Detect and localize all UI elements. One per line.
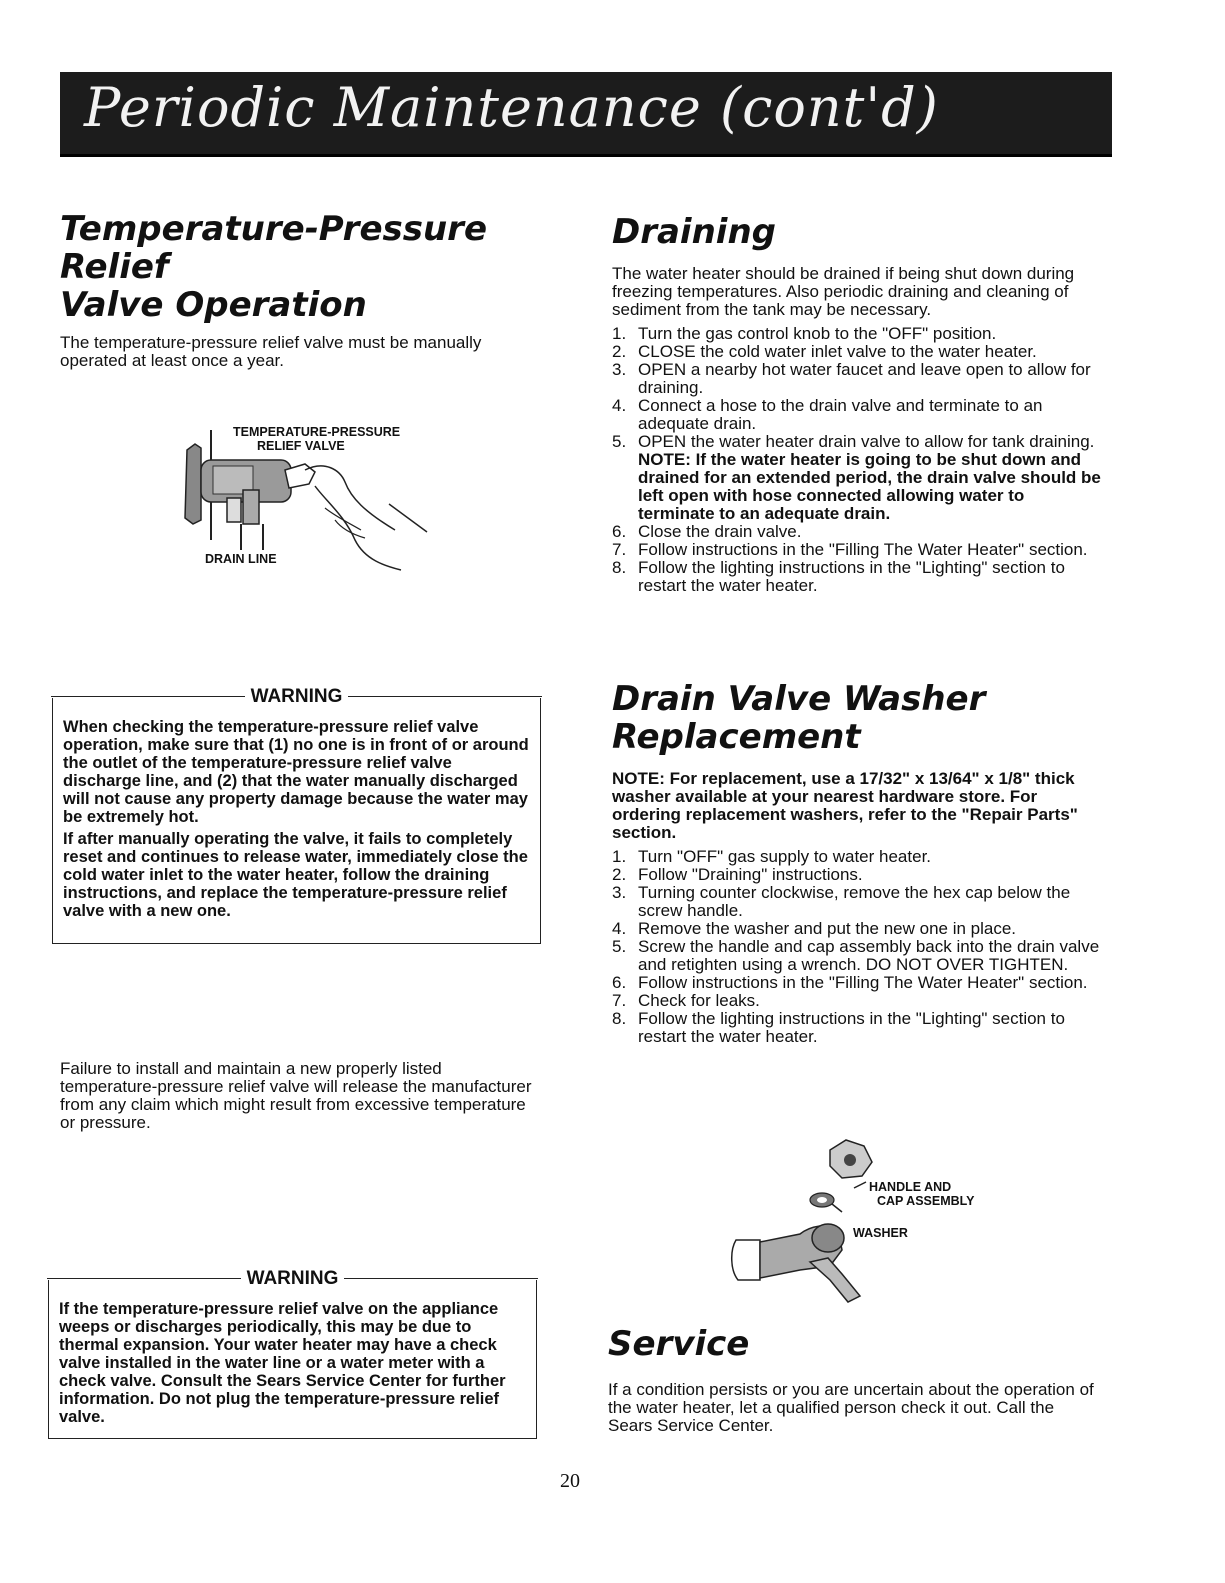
washer-title-line2: Replacement — [612, 717, 861, 757]
draining-steps — [612, 325, 1102, 595]
tpr-intro: The temperature-pressure relief valve must be manually operated at least once a year. — [60, 333, 482, 370]
draining-title: Draining — [612, 212, 776, 252]
list-item: 1. Turn "OFF" gas supply to water heater. — [612, 847, 932, 866]
warning-1-paragraph-2: If after manually operating the valve, it fails to completely reset and continues to release water, immediately close the cold water inlet to the water heater, follow the draining instructions, and replace the temperature-pressure relief valve with a new one. — [63, 830, 528, 920]
fig-label-drain-line: DRAIN LINE — [205, 552, 277, 566]
tpr-valve-figure — [165, 420, 455, 590]
tpr-title-line2: Valve Operation — [60, 285, 367, 325]
fig-label-washer: WASHER — [853, 1226, 908, 1240]
warning-2-heading: WARNING — [47, 1268, 538, 1288]
washer-section — [612, 680, 1102, 1046]
tpr-title-line1: Temperature-Pressure Relief — [60, 209, 488, 287]
tpr-section — [60, 210, 550, 370]
list-item: 4. Remove the washer and put the new one in place. — [612, 919, 1017, 938]
warning-box-2 — [48, 1268, 537, 1439]
warning-1-heading: WARNING — [51, 686, 542, 706]
washer-title-line1: Drain Valve Washer — [612, 679, 986, 719]
list-item: 4. Connect a hose to the drain valve and terminate to an adequate drain. — [612, 396, 1043, 433]
list-item: 7. Check for leaks. — [612, 991, 760, 1010]
list-item: 6. Follow instructions in the "Filling The Water Heater" section. — [612, 973, 1088, 992]
drain-valve-figure — [730, 1130, 1010, 1310]
warning-2-paragraph: If the temperature-pressure relief valve on the appliance weeps or discharges periodically, this may be due to thermal expansion. Your water heater may have a check valve installed in the water line or a water meter with a check valve. Consult the Sears Service Center for further information. Do not plug the temperature-pressure relief valve. — [59, 1300, 506, 1426]
list-item: 8. Follow the lighting instructions in the "Lighting" section to restart the water heater. — [612, 558, 1065, 595]
service-title: Service — [608, 1324, 750, 1364]
failure-paragraph: Failure to install and maintain a new properly listed temperature-pressure relief valve will release the manufacturer from any claim which might result from excessive temperature or pressure. — [60, 1059, 532, 1132]
fig-label-tpr-valve-2: RELIEF VALVE — [257, 439, 345, 453]
draining-note: NOTE: If the water heater is going to be shut down and drained for an extended period, the drain valve should be left open with hose connected allowing water to terminate to an adequate drain. — [638, 450, 1101, 523]
warning-box-1 — [52, 686, 541, 944]
fig-label-handle-2: CAP ASSEMBLY — [877, 1194, 975, 1208]
fig-label-handle-1: HANDLE AND — [869, 1180, 952, 1194]
warning-1-paragraph-1: When checking the temperature-pressure relief valve operation, make sure that (1) no one is in front of or around the outlet of the temperature-pressure relief valve discharge line, and (2) that the water manually discharged will not cause any property damage because the water may be extremely hot. — [63, 718, 529, 826]
fig-label-tpr-valve-1: TEMPERATURE-PRESSURE — [233, 425, 401, 439]
list-item: 6. Close the drain valve. — [612, 522, 802, 541]
list-item: 3. OPEN a nearby hot water faucet and leave open to allow for draining. — [612, 360, 1091, 397]
draining-intro: The water heater should be drained if being shut down during freezing temperatures. Also periodic draining and cleaning of sediment from the tank may be necessary. — [612, 264, 1075, 319]
list-item: 2. Follow "Draining" instructions. — [612, 865, 863, 884]
service-section — [608, 1325, 1098, 1435]
draining-section — [612, 213, 1102, 595]
service-text: If a condition persists or you are uncertain about the operation of the water heater, let a qualified person check it out. Call the Sears Service Center. — [608, 1380, 1094, 1435]
page-number: 20 — [560, 1470, 580, 1492]
washer-steps — [612, 848, 1102, 1046]
list-item: 1. Turn the gas control knob to the "OFF" position. — [612, 324, 997, 343]
header-banner — [60, 72, 1112, 157]
list-item: 2. CLOSE the cold water inlet valve to the water heater. — [612, 342, 1037, 361]
list-item: 3. Turning counter clockwise, remove the hex cap below the screw handle. — [612, 883, 1071, 920]
page-title: Periodic Maintenance (cont'd) — [84, 76, 939, 139]
drain-valve-illustration — [730, 1130, 1010, 1310]
list-item: 5. Screw the handle and cap assembly back into the drain valve and retighten using a wrench. DO NOT OVER TIGHTEN. — [612, 937, 1100, 974]
list-item: 8. Follow the lighting instructions in the "Lighting" section to restart the water heater. — [612, 1009, 1065, 1046]
list-item: 5. OPEN the water heater drain valve to allow for tank draining. NOTE: If the water heater is going to be shut down and drained for an extended period, the drain valve should be left open with hose connected allowing water to terminate to an adequate drain. — [612, 432, 1101, 523]
washer-note: NOTE: For replacement, use a 17/32" x 13/64" x 1/8" thick washer available at your nearest hardware store. For ordering replacement washers, refer to the "Repair Parts" section. — [612, 769, 1078, 842]
list-item: 7. Follow instructions in the "Filling The Water Heater" section. — [612, 540, 1088, 559]
